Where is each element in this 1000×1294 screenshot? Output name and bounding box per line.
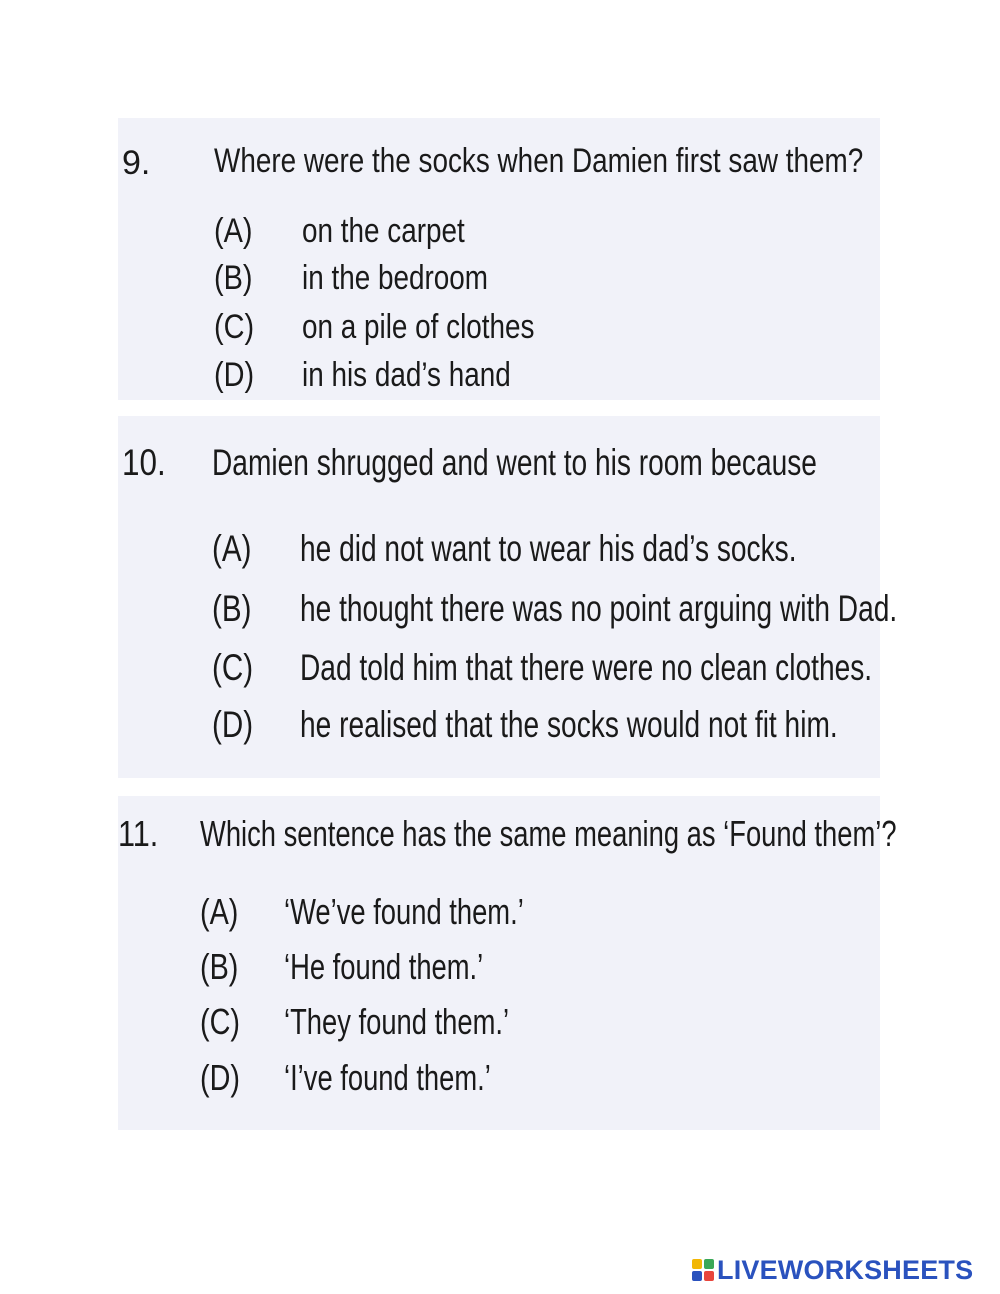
- option-d-text[interactable]: ‘I’ve found them.’: [284, 1057, 491, 1098]
- question-number: 11.: [118, 813, 159, 854]
- liveworksheets-logo: [692, 1255, 973, 1285]
- option-d-label: (D): [214, 356, 255, 394]
- option-b-label: (B): [200, 946, 239, 987]
- option-b-text[interactable]: ‘He found them.’: [284, 946, 484, 987]
- option-b-label: (B): [214, 259, 253, 297]
- option-d-label: (D): [212, 704, 254, 745]
- option-c-label: (C): [212, 647, 254, 688]
- question-9-panel: [118, 118, 880, 400]
- option-d-label: (D): [200, 1057, 240, 1098]
- question-text: Damien shrugged and went to his room because: [212, 442, 817, 483]
- option-c-label: (C): [214, 308, 255, 346]
- option-d-text[interactable]: in his dad’s hand: [302, 356, 511, 394]
- option-c-label: (C): [200, 1001, 240, 1042]
- logo-square: [704, 1259, 714, 1269]
- question-11-panel: [118, 796, 897, 1130]
- option-b-text[interactable]: he thought there was no point arguing with Dad.: [300, 588, 898, 629]
- option-c-text[interactable]: Dad told him that there were no clean clothes.: [300, 647, 873, 688]
- logo-square: [692, 1259, 702, 1269]
- logo-mark-icon: [692, 1259, 714, 1281]
- logo-square: [704, 1271, 714, 1281]
- question-number: 10.: [122, 442, 166, 483]
- option-c-text[interactable]: on a pile of clothes: [302, 308, 535, 346]
- question-text: Where were the socks when Damien first saw them?: [214, 142, 864, 180]
- question-number: 9.: [122, 144, 151, 182]
- option-a-label: (A): [212, 528, 252, 569]
- option-b-label: (B): [212, 588, 252, 629]
- option-b-text[interactable]: in the bedroom: [302, 259, 488, 297]
- logo-square: [692, 1271, 702, 1281]
- question-text: Which sentence has the same meaning as ‘Found them’?: [200, 813, 897, 854]
- option-a-text[interactable]: he did not want to wear his dad’s socks.: [300, 528, 797, 569]
- logo-text: LIVEWORKSHEETS: [717, 1254, 974, 1285]
- option-a-label: (A): [214, 212, 253, 250]
- option-a-text[interactable]: on the carpet: [302, 212, 465, 250]
- option-c-text[interactable]: ‘They found them.’: [284, 1001, 510, 1042]
- option-d-text[interactable]: he realised that the socks would not fit him.: [300, 704, 838, 745]
- option-a-label: (A): [200, 891, 239, 932]
- question-10-panel: [118, 416, 898, 778]
- option-a-text[interactable]: ‘We’ve found them.’: [284, 891, 524, 932]
